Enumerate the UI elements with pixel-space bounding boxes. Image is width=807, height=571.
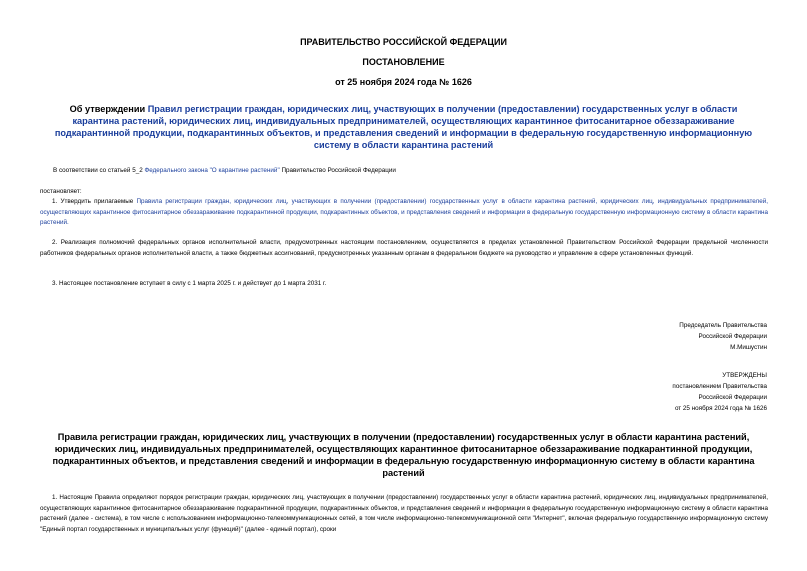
approved-line-4: от 25 ноября 2024 года № 1626 — [674, 405, 767, 412]
approved-line-3: Российской Федерации — [698, 394, 767, 401]
title-rules-link[interactable]: Правил регистрации граждан, юридических лиц, участвующих в получении (предоставлении) государственных услуг в области карантина растений, юридических лиц, индивидуальных предпринимателей, осуществляющих карантинное фитосанитарное обеззараживание подкарантинной продукции, подкарантинных объектов, и представления сведений и информации в федеральную государственную информационную систему в области карантина растений — [54, 104, 753, 150]
approved-block — [467, 370, 767, 414]
preamble-law-link[interactable]: Федерального закона "О карантине растений" — [144, 167, 280, 174]
preamble — [53, 166, 773, 177]
decides-text: постановляет: — [40, 188, 82, 195]
item-1-prefix: 1. Утвердить прилагаемые — [52, 198, 134, 205]
item-1-rules-link[interactable]: Правила регистрации граждан, юридических лиц, участвующих в получении (предоставлении) государственных услуг в области карантина растений, юридических лиц, индивидуальных предпринимателей, осуществляющих карантинное фитосанитарное обеззараживание подкарантинной продукции, подкарантинных объектов, и представления сведений и информации в федеральную государственную информационную систему в области карантина растений. — [40, 198, 769, 226]
item-2: 2. Реализация полномочий федеральных органов исполнительной власти, предусмотренных настоящим постановлением, осуществляется в пределах установленной Правительством Российской Федерации предельной численности работников федеральных органов исполнительной власти, а также бюджетных ассигнований, предусмотренных указанным органам в федеральном бюджете на руководство и управление в сфере установленных функций. — [40, 239, 768, 257]
approved-line-1: УТВЕРЖДЕНЫ — [722, 372, 767, 379]
signature-block — [467, 320, 767, 353]
rules-paragraph-1: 1. Настоящие Правила определяют порядок регистрации граждан, юридических лиц, участвующих в получении (предоставлении) государственных услуг в области карантина растений, юридических лиц, индивидуальных предпринимателей, осуществляющих карантинное фитосанитарное обеззараживание подкарантинной продукции, подкарантинных объектов, и представления сведений и информации в федеральную государственную информационную систему в области карантина растений (далее - система), в том числе с использованием информационно-телекоммуникационных сетей, в том числе информационно-телекоммуникационной сети "Интернет", включая федеральную государственную информационную систему "Единый портал государственных и муниципальных услуг (функций)" (далее - единый портал), сроки — [40, 494, 768, 533]
signature-position: Председатель Правительства — [679, 322, 767, 329]
government-heading: ПРАВИТЕЛЬСТВО РОССИЙСКОЙ ФЕДЕРАЦИИ — [300, 37, 507, 47]
doc-type-heading: ПОСТАНОВЛЕНИЕ — [362, 57, 445, 67]
date-number-heading: от 25 ноября 2024 года № 1626 — [335, 77, 472, 87]
signature-country: Российской Федерации — [698, 333, 767, 340]
preamble-part1: В соответствии со статьей 5_2 — [53, 167, 143, 174]
document-title — [50, 103, 757, 151]
signature-name: М.Мишустин — [730, 344, 767, 351]
rules-title: Правила регистрации граждан, юридических лиц, участвующих в получении (предоставлении) государственных услуг в области карантина растений, юридических лиц, индивидуальных предпринимателей, осуществляющих карантинное фитосанитарное обеззараживание подкарантинной продукции, подкарантинных объектов, и представления сведений и информации в федеральную государственную информационную систему в области карантина растений — [52, 432, 755, 478]
item-3: 3. Настоящее постановление вступает в силу с 1 марта 2025 г. и действует до 1 марта 2031 г. — [52, 280, 327, 287]
title-prefix: Об утверждении — [69, 104, 146, 114]
approved-line-2: постановлением Правительства — [672, 383, 767, 390]
item-1 — [40, 197, 768, 229]
preamble-part2: Правительство Российской Федерации — [281, 167, 396, 174]
